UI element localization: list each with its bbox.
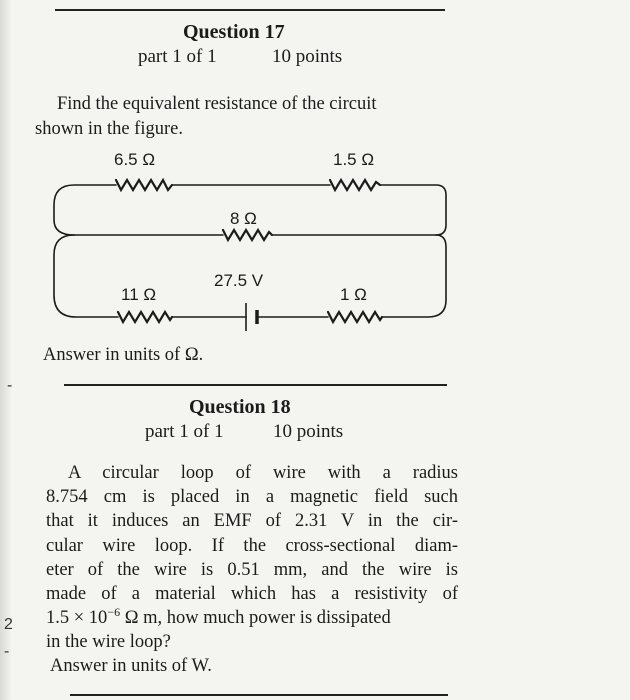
question-18-line-5: eter of the wire is 0.51 mm, and the wire is xyxy=(46,560,458,580)
label-11-ohm: 11 Ω xyxy=(121,285,157,304)
middle-divider xyxy=(64,384,447,386)
question-18-line-7 xyxy=(46,606,460,631)
resistivity-mantissa: 1.5 × 10 xyxy=(46,608,108,628)
question-17-points: 10 points xyxy=(272,46,343,67)
question-18-points: 10 points xyxy=(273,421,344,442)
resistor-1-ohm xyxy=(328,312,382,322)
resistor-8-ohm xyxy=(223,230,272,240)
question-17-part: part 1 of 1 xyxy=(138,46,217,67)
margin-mark-dash: - xyxy=(7,377,13,394)
question-18-line-3: that it induces an EMF of 2.31 V in the cir- xyxy=(46,511,458,531)
question-17-prompt-line-1: Find the equivalent resistance of the circuit xyxy=(57,94,377,114)
battery-symbol xyxy=(246,303,257,331)
question-17-units: Answer in units of Ω. xyxy=(43,345,204,365)
bottom-divider xyxy=(70,694,448,696)
question-18-line-8: in the wire loop? xyxy=(46,632,171,652)
question-18-line-4: cular wire loop. If the cross-sectional diam- xyxy=(46,536,458,556)
resistivity-rest: Ω m, how much power is dissipated xyxy=(120,608,391,628)
question-18-line-2: 8.754 cm is placed in a magnetic field such xyxy=(46,487,458,507)
margin-mark-dash-2: - xyxy=(4,643,10,660)
question-18-part: part 1 of 1 xyxy=(145,421,224,442)
margin-mark-number: 2 xyxy=(4,616,13,633)
question-18-title: Question 18 xyxy=(189,396,291,418)
resistor-11-ohm xyxy=(118,312,172,322)
label-6p5-ohm: 6.5 Ω xyxy=(114,150,156,169)
label-battery-voltage: 27.5 V xyxy=(214,271,264,290)
resistivity-exponent: −6 xyxy=(107,604,121,619)
right-lower-wire xyxy=(382,235,446,317)
top-left-wire xyxy=(54,185,116,235)
question-18-line-6: made of a material which has a resistivity of xyxy=(46,584,458,604)
question-18-line-1: A circular loop of wire with a radius xyxy=(68,463,458,483)
top-wire xyxy=(172,185,446,235)
label-1-ohm: 1 Ω xyxy=(340,285,367,304)
resistor-6p5-ohm xyxy=(116,180,172,190)
resistor-1p5-ohm xyxy=(330,180,380,190)
question-17-title: Question 17 xyxy=(183,21,285,43)
question-17-prompt-line-2: shown in the figure. xyxy=(35,119,183,139)
label-8-ohm: 8 Ω xyxy=(230,209,257,228)
question-18-units: Answer in units of W. xyxy=(50,656,212,676)
left-lower-wire xyxy=(54,235,118,317)
label-1p5-ohm: 1.5 Ω xyxy=(333,150,375,169)
